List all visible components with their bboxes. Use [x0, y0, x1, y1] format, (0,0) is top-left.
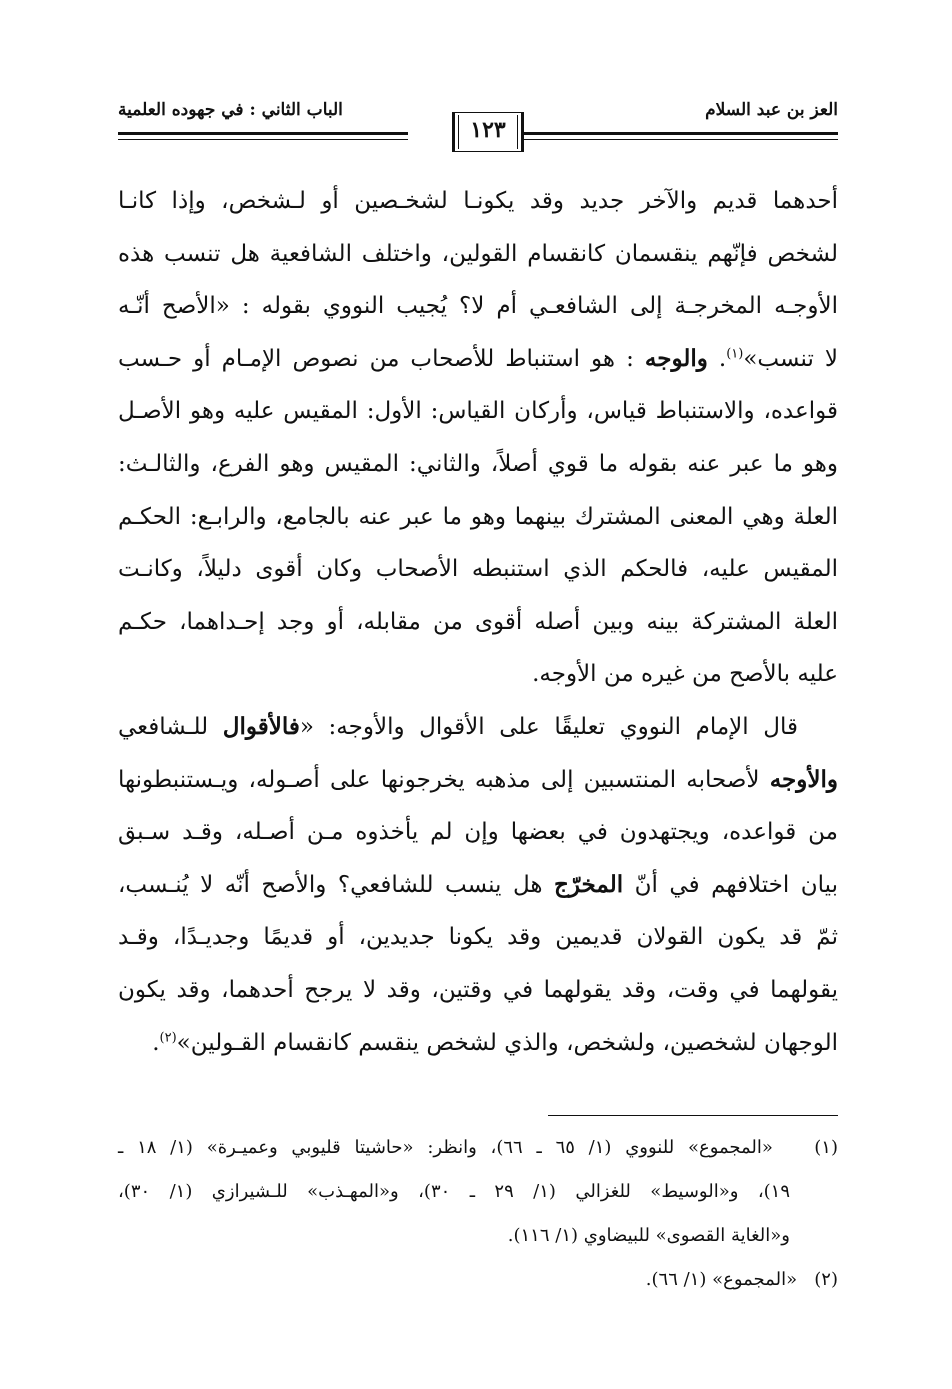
footnote-number: (٢)	[814, 1269, 838, 1290]
text-line: وهو ما عبر عنه بقوله ما قوي أصلاً، والثاني: المقيس وهو الفرع، والثالـث:	[118, 450, 838, 477]
text-line: الأوجـه المخرجـة إلى الشافعـي أم لا؟ يُجيب النووي بقوله : «الأصح أنّـه	[118, 293, 838, 320]
footnote-number: (١)	[814, 1137, 838, 1158]
text-line: المقيس عليه، فالحكم الذي استنبطه الأصحاب وكان أقوى دليلاً، وكانـت	[118, 556, 838, 583]
footnote-separator	[548, 1115, 838, 1116]
text-line: عليه بالأصح من غيره من الأوجه.	[532, 661, 838, 688]
text-line: لا تنسب»$^{(١)}$. والوجه : هو استنباط للأصحاب من نصوص الإمـام أو حـسب	[118, 344, 838, 372]
text-line: ثمّ قد يكون القولان قديمين وقد يكونا جديدين، أو قديمًا وجديـدًا، وقـد	[118, 924, 838, 951]
header-rule-right	[522, 132, 838, 135]
page-number: ١٢٣	[470, 117, 506, 143]
chapter-title: الباب الثاني : في جهوده العلمية	[118, 100, 343, 120]
text-line: العلة المشتركة بينه وبين أصله أقوى من مقابله، أو وجد إحـداهما، حكـم	[118, 608, 838, 635]
footnote-text: «المجموع» (١/ ٦٦).	[645, 1269, 798, 1290]
footnote-1-line	[118, 1126, 838, 1170]
footnote-1-line: و«الغاية القصوى» للبيضاوي (١/ ١١٦).	[507, 1225, 790, 1246]
text-segment: .	[152, 1029, 160, 1056]
text-segment: الوجهان لشخصين، ولشخص، والذي لشخص ينقسم كانقسام القـولين»	[176, 1029, 838, 1056]
text-segment: قال الإمام النووي تعليقًا على الأقوال والأوجه: «	[299, 713, 798, 740]
text-segment: : هو استنباط للأصحاب من نصوص الإمـام أو حـسب	[118, 345, 634, 372]
text-segment: للـشافعي	[118, 713, 223, 740]
text-segment: بيان اختلافهم في أنّ	[623, 871, 838, 898]
text-segment: هل ينسب للشافعي؟ والأصح أنّه لا يُنـسب،	[118, 871, 555, 898]
text-line: قواعده، والاستنباط قياس، وأركان القياس: الأول: المقيس عليه وهو الأصـل	[118, 398, 838, 425]
page-number-frame	[452, 112, 524, 152]
text-line: أحدهما قديم والآخر جديد وقد يكونـا لشخـصين أو لـشخص، وإذا كانـا	[118, 188, 838, 214]
text-line	[118, 754, 838, 807]
text-line	[118, 859, 838, 912]
text-line: يقولهما في وقت، وقد يقولهما في وقتين، وقد لا يرجح أحدهما، وقد يكون	[118, 976, 838, 1003]
footnote-1-line: ١٩)، و«الوسيط» للغزالي (١/ ٢٩ ـ ٣٠)، و«المهـذب» للـشيرازي (١/ ٣٠)،	[118, 1181, 790, 1202]
main-text	[118, 175, 838, 1069]
term-awjuh: والأوجه	[769, 765, 838, 793]
page-header	[118, 96, 838, 156]
text-line: من قواعده، ويجتهدون في بعضها وإن لم يأخذوه مـن أصـله، وقـد سـبق	[118, 819, 838, 846]
footnotes	[118, 1126, 838, 1302]
footnote-text: «المجموع» للنووي (١/ ٦٥ ـ ٦٦)، وانظر: «حاشيتا قليوبي وعميـرة» (١/ ١٨ ـ	[118, 1137, 773, 1158]
header-rule-left	[118, 132, 408, 135]
text-line: العلة وهي المعنى المشترك بينهما وهو ما عبر عنه بالجامع، والرابـع: الحكـم	[118, 503, 838, 530]
text-segment: لا تنسب»	[743, 345, 838, 372]
term-wajh: والوجه	[644, 344, 708, 372]
term-mukharraj: المخرّج	[554, 870, 624, 898]
text-line	[118, 701, 838, 754]
footnote-ref-2: (٢)	[159, 1029, 177, 1045]
text-line	[118, 1017, 838, 1070]
text-segment: لأصحابه المنتسبين إلى مذهبه يخرجونها على أصـوله، ويـستنبطونها	[118, 766, 770, 793]
book-title: العز بن عبد السلام	[705, 100, 838, 120]
term-aqwal: فالأقوال	[222, 712, 300, 740]
footnote-ref-1: (١)	[726, 346, 744, 362]
footnote-2-line	[118, 1258, 838, 1302]
text-line: لشخص فإنّهم ينقسمان كانقسام القولين، واختلف الشافعية هل تنسب هذه	[118, 240, 838, 267]
